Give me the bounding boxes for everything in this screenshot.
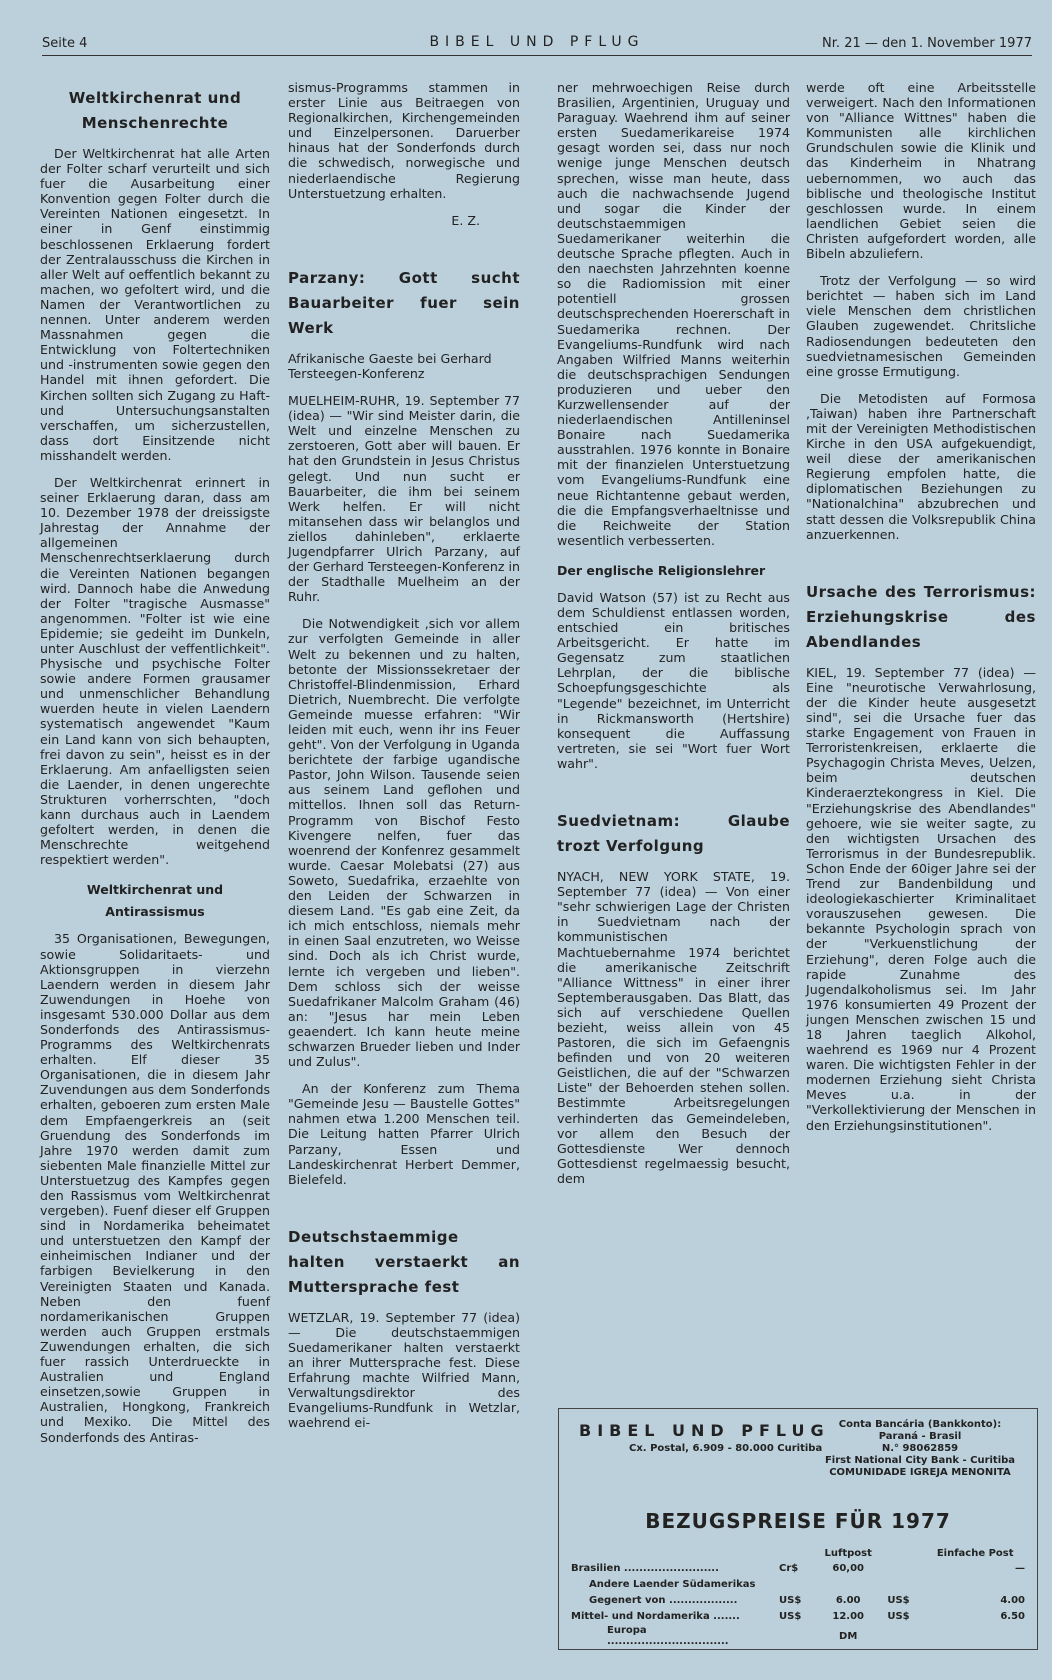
table-row	[567, 1624, 1029, 1648]
currency: Cr$	[779, 1562, 799, 1574]
headline-religionslehrer: Der englische Religionslehrer	[557, 562, 766, 578]
row-label: Mittel- und Nordamerika .......	[571, 1610, 740, 1622]
paragraph: KIEL, 19. September 77 (idea) — Eine "neurotische Verwahrlosung, der die Kinder heute ausgesetzt sind", sei die Ursache fuer das starke Engagement von Frauen in Terroristenkreisen, erklaerte die Psychagogin Christa Meves, Uelzen, beim deutschen Kinderaerztekongress in Kiel. Die "Erziehungskrise des Abendlandes" gehoere, wie sie weiter sagte, zu den wichtigsten Ursachen des Terrorismus in der Bundesrepublik. Schon Ende der 60iger Jahre sei der Trend zur Bandenbildung und ideologiekaschierter Kriminalitaet vorauszusehen gewesen. Die bekannte Psychologin sprach von der "Verkuenstlichung der Erziehung", deren Folge auch die rapide Zunahme des Jugendalkoholismus sei. Im Jahr 1976 konsumierten 49 Prozent der jungen Menschen zwischen 15 und 18 Jahren taeglich Alkohol, waehrend es 1969 nur 4 Prozent waren. Die wichtigsten Fehler in der modernen Erziehung sieht Christa Meves u.a. in der "Verkollektivierung der Menschen in den Erziehungsinstitutionen".	[806, 664, 1036, 1133]
bank-line: Paraná - Brasil	[878, 1431, 962, 1442]
row-label: Europa ................................	[607, 1625, 729, 1647]
column-1	[40, 80, 270, 1457]
subscription-box	[558, 1408, 1038, 1650]
price-std: —	[1015, 1562, 1025, 1574]
bank-line: COMUNIDADE IGREJA MENONITA	[829, 1467, 1011, 1478]
subheadline: Afrikanische Gaeste bei Gerhard Tersteegen-Konferenz	[288, 350, 492, 381]
paragraph: werde oft eine Arbeitsstelle verweigert. Nach den Informationen von "Alliance Wittnes" haben die Kommunisten alle kirchlichen Grundschulen sowie die Klinik und das Kinderheim in Nhatrang uebernommen, wo auch das biblische und theologische Institut geschlossen wurde. In einem laendlichen Gebiet seien die Christen aufgefordert worden, alle Bibeln abzuliefern.	[806, 80, 1036, 262]
currency: US$	[887, 1610, 910, 1622]
row-label: Andere Laender Südamerikas	[589, 1578, 756, 1590]
price-air: 60,00	[832, 1562, 864, 1574]
prices-title: BEZUGSPREISE FÜR 1977	[645, 1509, 951, 1533]
headline-weltkirchenrat: Weltkirchenrat und Menschenrechte	[68, 89, 242, 132]
currency	[883, 1560, 921, 1576]
price-std: 6.50	[1000, 1610, 1025, 1622]
signature: E. Z.	[451, 212, 480, 228]
newspaper-title: BIBEL UND PFLUG	[429, 34, 645, 50]
box-title: BIBEL UND PFLUG	[579, 1421, 830, 1440]
paragraph: WETZLAR, 19. September 77 (idea) — Die deutschstaemmigen Suedamerikaner halten verstaerkt an ihrer Muttersprache fest. Diese Erfahrung machte Wilfried Mann, Verwaltungsdirektor des Evangeliums-Rundfunk in Wetzlar, waehrend ei-	[288, 1309, 520, 1431]
table-row	[567, 1560, 1029, 1576]
issue-date: Nr. 21 — den 1. November 1977	[822, 36, 1032, 51]
paragraph: An der Konferenz zum Thema "Gemeinde Jesu — Baustelle Gottes" nahmen etwa 1.200 Menschen teil. Die Leitung hatten Pfarrer Ulrich Parzany, Essen und Landeskirchenrat Herbert Demmer, Bielefeld.	[288, 1081, 520, 1187]
bank-line: First National City Bank - Curitiba	[824, 1455, 1016, 1466]
headline-antirassismus: Weltkirchenrat und Antirassismus	[86, 882, 224, 920]
column-4	[806, 80, 1036, 1145]
currency: US$	[887, 1594, 910, 1606]
paragraph: Der Weltkirchenrat hat alle Arten der Folter scharf verurteilt und sich fuer die Ausarbeitung einer Konvention gegen Folter durch die Vereinten Nationen eingesetzt. In einer in Genf einstimmig beschlossenen Erklaerung fordert der Zentralausschuss die Kirchen in aller Welt auf oeffentlich bekannt zu machen, wo gefoltert wird, und die Namen der Verantwortlichen zu nennen. Unter anderem werden Massnahmen gegen die Entwicklung von Foltertechniken und -instrumenten sowie gegen den Handel mit ihnen gefordert. Die Kirchen sollten sich Zugang zu Haft- und Untersuchungsanstalten verschaffen, um sicherzustellen, dass dort Einsitzende nicht misshandelt werden.	[40, 146, 270, 463]
currency: US$	[779, 1610, 802, 1622]
paragraph: David Watson (57) ist zu Recht aus dem Schuldienst entlassen worden, entschied ein britisches Arbeitsgericht. Er hatte im Gegensatz zum staatlichen Lehrplan, der die biblische Schoepfungsgeschichte als "Legende" bezeichnet, im Unterricht in Rickmansworth (Hertshire) konsequent die Auffassung vertreten, sie sei "Wort fuer Wort wahr".	[557, 589, 790, 771]
bank-line: N.° 98062859	[881, 1443, 959, 1454]
price-air: 12.00	[832, 1610, 864, 1622]
col-airmail: Luftpost	[824, 1548, 872, 1559]
column-3	[557, 80, 790, 1198]
headline-suedvietnam: Suedvietnam: Glaube trozt Verfolgung	[557, 812, 790, 856]
paragraph: 35 Organisationen, Bewegungen, sowie Solidaritaets- und Aktionsgruppen in vierzehn Laendern werden in diesem Jahr Zuwendungen in Hoehe von insgesamt 530.000 Dollar aus dem Sonderfonds des Antirassismus-Programms des Weltkirchenrats erhalten. Elf dieser 35 Organisationen, die in diesem Jahr Zuvendungen aus dem Sonderfonds erhalten, geboeren zum ersten Male dem Empfaengerkreis an (seit Gruendung des Sonderfonds im Jahre 1970 werden damit zum siebenten Male finanzielle Mittel zur Unterstuetzug des Kampfes gegen den Rassismus vom Weltkirchenrat vergeben). Fuenf dieser elf Gruppen sind in Nordamerika beheimatet und unterstuetzen den Kampf der einheimischen Indianer und der farbigen Bevielkerung in den Vereinigten Staaten und Kanada. Neben den fuenf nordamerikanischen Gruppen werden auch Gruppen erstmals Zuwendungen erhalten, die sich fuer rassich Unterdrueckte in Australien und England einsetzen,sowie Gruppen in Australien, Hongkong, Frankreich und Mexiko. Die Mittel des Sonderfonds des Antiras-	[40, 931, 270, 1445]
paragraph: Trotz der Verfolgung — so wird berichtet — haben sich im Land viele Menschen dem christlichen Glauben zugewendet. Chritsliche Radiosendungen bedeuteten den suedvietnamesischen Gemeinden eine grosse Ermutigung.	[806, 273, 1036, 379]
postal-address: Cx. Postal, 6.909 - 80.000 Curitiba	[629, 1443, 823, 1454]
col-standard: Einfache Post	[936, 1548, 1014, 1559]
price-std: 4.00	[1000, 1594, 1025, 1606]
table-row	[567, 1608, 1029, 1624]
header-rule	[42, 55, 1032, 56]
headline-parzany: Parzany: Gott sucht Bauarbeiter fuer sein Werk	[288, 268, 520, 337]
bank-line: Conta Bancária (Bankkonto):	[838, 1419, 1002, 1430]
row-label: Gegenert von ..................	[589, 1594, 738, 1606]
price-air: 6.00	[835, 1594, 861, 1606]
paragraph: Die Metodisten auf Formosa ,Taiwan) haben ihre Partnerschaft mit der Vereinigten Methodistischen Kirche in den USA aufgekuendigt, weil diese der amerikanischen Regierung empfolen hatte, die diplomatischen Beziehungen zu "Nationalchina" abzubrechen und statt dessen die Volksrepublik China anzuerkennen.	[806, 390, 1036, 542]
currency: DM	[839, 1630, 858, 1642]
paragraph: sismus-Programms stammen in erster Linie aus Beitraegen von Regionalkirchen, Kirchengemeinden und Einzelpersonen. Daruerber hinaus hat der Sonderfonds durch die schwedisch, norwegische und niederlaendische Regierung Unterstuetzung erhalten.	[288, 80, 520, 201]
row-label: Brasilien .........................	[571, 1562, 719, 1574]
table-row	[567, 1576, 1029, 1592]
column-2	[288, 80, 520, 1443]
paragraph: MUELHEIM-RUHR, 19. September 77 (idea) — "Wir sind Meister darin, die Welt und einzelne Menschen zu zerstoeren, Gott aber will bauen. Er hat den Grundstein in Jesus Christus gelegt. Und nun sucht er Bauarbeiter, die ihm bei seinem Werk helfen. Er will nicht mitansehen dass wir belanglos und ziellos dahinleben", erklaerte Jugendpfarrer Ulrich Parzany, auf der Gerhard Tersteegen-Konferenz in der Stadthalle Muelheim an der Ruhr.	[288, 393, 521, 605]
headline-terrorismus: Ursache des Terrorismus: Erziehungskrise des Abendlandes	[806, 582, 1036, 651]
paragraph: ner mehrwoechigen Reise durch Brasilien, Argentinien, Uruguay und Paraguay. Waehrend ihm auf seiner ersten Suedamerikareise 1974 gesagt worden sei, dass nur noch wenige junge Menschen deutsch sprechen, wisse man heute, dass auch die nachwachsende Jugend und sogar die Kinder der deutschstaemmigen Suedamerikaner weiterhin die deutsche Sprache pflegten. Auch in den naechsten Jahrzehnten koenne so die Radiomission mit einer potentiell grossen deutschsprechenden Hoererschaft in Suedamerika rechnen. Der Evangeliums-Rundfunk wird nach Angaben Wilfried Manns weiterhin die deutschsprachigen Sendungen produzieren und ueber den Kurzwellensender auf der niederlaendischen Antilleninsel Bonaire nach Suedamerika ausstrahlen. 1976 konnte in Bonaire mit der finanzielen Unterstuetzung vom Evangeliums-Rundfunk eine neue Richtantenne gebaut werden, die die Empfangsverhaeltnisse und die Reichweite der Station wesentlich verbesserten.	[557, 80, 790, 548]
table-row	[567, 1592, 1029, 1608]
headline-muttersprache: Deutschstaemmige halten verstaerkt an Muttersprache fest	[288, 1227, 520, 1296]
paragraph: Die Notwendigkeit ,sich vor allem zur verfolgten Gemeinde in aller Welt zu bekennen und zu halten, betonte der Missionssekretaer der Christoffel-Blindenmission, Erhard Dietrich, Nuembrecht. Die verfolgte Gemeinde muesse erfahren: "Wir leiden mit euch, wenn ihr ins Feuer geht". Von der Verfolgung in Uganda berichtete der farbige ugandische Pastor, John Wilson. Tausende seien aus seinem Land geflohen und mittellos. Ihnen soll das Return-Programm von Bischof Festo Kivengere nelfen, fuer das woenrend der Konfenrez gesammelt wurde. Caesar Molebatsi (27) aus Soweto, Suedafrika, erzaehlte von den Leiden der Schwarzen in diesem Land. "Es gab eine Zeit, da ich mich entschloss, niemals mehr in einen Saal enzutreten, wo Weisse sind. Doch als ich Christ wurde, lernte ich vergeben und lieben". Dem schloss sich der weisse Suedafrikaner Malcolm Graham (46) an: "Jesus har mein Leben geaendert. Ich kann heute meine schwarzen Brueder lieben und Inder und Zulus".	[288, 616, 520, 1070]
prices-table	[567, 1547, 1029, 1648]
paragraph: Der Weltkirchenrat erinnert in seiner Erklaerung daran, dass am 10. Dezember 1978 der dreissigste Jahrestag der Annahme der allgemeinen Menschenrechtserklaerung durch die Vereinten Nationen begangen wird. Dannoch habe die Anwedung der Folter "tragische Ausmasse" angenommen. "Folter ist wie eine Epidemie; sie gedeiht im Dunkeln, unter Auschlust der veffentlichkeit". Physische und psychische Folter sowie andere Formen grausamer und unmenschlicher Behandlung wuerden heute in vielen Laendern systematisch angewendet "Kaum ein Land kann von sich behaupten, frei davon zu sein", heisst es in der Erklaerung. Am anfaelligsten seien die Laender, in denen ungerechte Strukturen vorherrschten, "doch kann durchaus auch in Laendem gefoltert werden, in denen die Menschrechte weitgehend respektiert werden".	[40, 474, 270, 868]
page-number: Seite 4	[42, 36, 88, 51]
currency: US$	[779, 1594, 802, 1606]
bank-account	[811, 1419, 1029, 1479]
page-header	[42, 30, 1032, 56]
paragraph: NYACH, NEW YORK STATE, 19. September 77 (idea) — Von einer "sehr schwierigen Lage der Christen in Suedvietnam nach der kommunistischen Machtuebernahme 1974 berichtet die amerikanische Zeitschrift "Alliance Wittness" in einer ihrer Septemberausgaben. Das Blatt, das sich auf verschiedene Quellen bezieht, weiss allein von 45 Pastoren, die sich im Gefaengnis befinden und von 20 weiteren Geistlichen, die auf der "Schwarzen Liste" der Behoerden stehen sollen. Bestimmte Arbeitsregelungen verhinderten das Gemeindeleben, vor allem den Besuch der Gottesdienste Wer dennoch Gottesdienst regelmaessig besucht, dem	[557, 869, 790, 1186]
